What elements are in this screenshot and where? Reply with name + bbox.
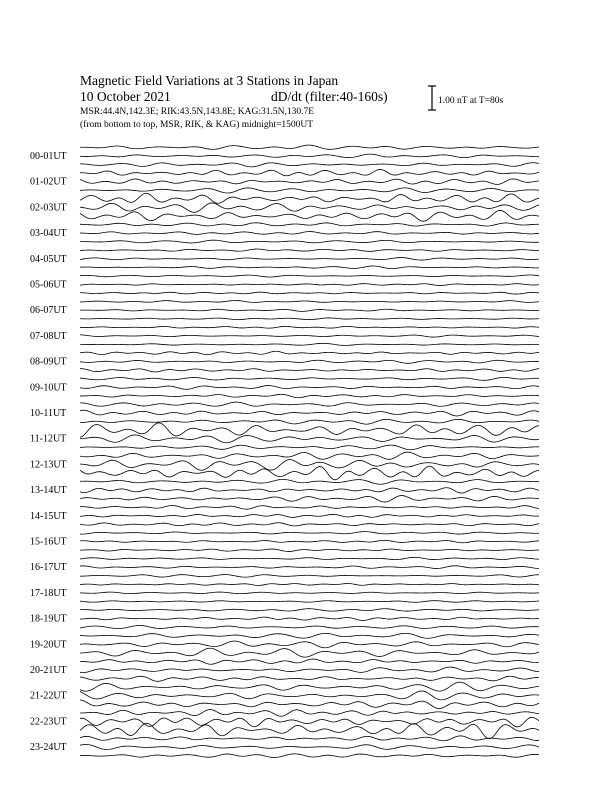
scale-bar-label: 1.00 nT at T=80s xyxy=(438,96,504,106)
trace-rik xyxy=(80,435,539,443)
trace-rik xyxy=(80,386,539,390)
trace-msr xyxy=(80,266,539,269)
hour-label: 23-24UT xyxy=(30,742,67,754)
trace-kag xyxy=(80,532,539,535)
trace-msr xyxy=(80,549,539,551)
trace-rik xyxy=(80,744,539,749)
trace-kag xyxy=(80,249,539,251)
hour-label: 17-18UT xyxy=(30,587,67,599)
station-order-note: (from bottom to top, MSR, RIK, & KAG) midnight=1500UT xyxy=(80,120,314,130)
hour-label: 19-20UT xyxy=(30,639,67,651)
chart-quantity: dD/dt (filter:40-160s) xyxy=(271,89,388,104)
hour-label: 11-12UT xyxy=(30,433,67,445)
hour-labels xyxy=(30,151,67,753)
trace-kag xyxy=(80,377,539,380)
hour-label: 02-03UT xyxy=(30,202,67,214)
trace-rik xyxy=(80,179,539,184)
trace-kag xyxy=(80,584,539,586)
hour-label: 09-10UT xyxy=(30,382,67,394)
trace-rik xyxy=(80,284,539,286)
hour-label: 12-13UT xyxy=(30,459,67,471)
trace-kag xyxy=(80,633,539,638)
hour-label: 15-16UT xyxy=(30,536,67,548)
trace-kag xyxy=(80,193,539,203)
trace-msr xyxy=(80,188,539,193)
trace-kag xyxy=(80,402,539,406)
trace-msr xyxy=(80,523,539,526)
trace-kag xyxy=(80,275,539,277)
trace-msr xyxy=(80,318,539,320)
hour-label: 03-04UT xyxy=(30,228,67,240)
hour-label: 01-02UT xyxy=(30,176,67,188)
hour-label: 13-14UT xyxy=(30,485,67,497)
trace-rik xyxy=(80,641,539,648)
hour-label: 00-01UT xyxy=(30,151,67,162)
trace-kag xyxy=(80,326,539,328)
trace-msr xyxy=(80,496,539,503)
hour-label: 21-22UT xyxy=(30,690,67,702)
trace-msr xyxy=(80,648,539,657)
trace-kag xyxy=(80,145,539,149)
scale-bar xyxy=(428,86,436,110)
hour-label: 14-15UT xyxy=(30,510,67,522)
trace-msr xyxy=(80,163,539,167)
hour-label: 16-17UT xyxy=(30,562,67,574)
trace-rik xyxy=(80,360,539,363)
trace-msr xyxy=(80,419,539,424)
trace-msr xyxy=(80,240,539,243)
trace-kag xyxy=(80,301,539,303)
hour-label: 07-08UT xyxy=(30,330,67,342)
hour-label: 20-21UT xyxy=(30,665,67,676)
trace-rik xyxy=(80,691,539,700)
traces xyxy=(80,145,539,757)
trace-rik xyxy=(80,617,539,620)
trace-kag xyxy=(80,736,539,741)
trace-kag xyxy=(80,423,539,438)
trace-msr xyxy=(80,343,539,345)
trace-kag xyxy=(80,351,539,354)
trace-kag xyxy=(80,557,539,559)
trace-rik xyxy=(80,154,539,157)
trace-kag xyxy=(80,223,539,226)
trace-msr xyxy=(80,394,539,397)
trace-msr xyxy=(80,210,539,221)
trace-kag xyxy=(80,609,539,611)
trace-msr xyxy=(80,445,539,450)
trace-rik xyxy=(80,410,539,416)
trace-rik xyxy=(80,309,539,311)
trace-msr xyxy=(80,723,539,738)
station-coordinates: MSR:44.4N,142.3E; RIK:43.5N,143.8E; KAG:31.5N,130.7E xyxy=(80,107,315,117)
chart-title: Magnetic Field Variations at 3 Stations in Japan xyxy=(80,73,339,88)
trace-msr xyxy=(80,601,539,603)
trace-msr xyxy=(80,700,539,709)
trace-rik xyxy=(80,514,539,517)
trace-kag xyxy=(80,710,539,717)
trace-msr xyxy=(80,676,539,681)
trace-rik xyxy=(80,203,539,212)
trace-rik xyxy=(80,460,539,471)
hour-label: 05-06UT xyxy=(30,279,67,291)
chart-date: 10 October 2021 xyxy=(80,89,171,104)
hour-label: 22-23UT xyxy=(30,716,67,728)
trace-msr xyxy=(80,575,539,578)
trace-msr xyxy=(80,369,539,372)
trace-kag xyxy=(80,479,539,484)
trace-kag xyxy=(80,169,539,175)
trace-kag xyxy=(80,506,539,510)
trace-rik xyxy=(80,540,539,542)
hour-label: 08-09UT xyxy=(30,356,67,368)
trace-msr xyxy=(80,466,539,480)
trace-rik xyxy=(80,488,539,493)
trace-rik xyxy=(80,258,539,261)
hour-label: 04-05UT xyxy=(30,253,67,265)
trace-msr xyxy=(80,292,539,294)
trace-kag xyxy=(80,682,539,691)
trace-rik xyxy=(80,592,539,594)
hour-label: 06-07UT xyxy=(30,305,67,317)
trace-rik xyxy=(80,566,539,569)
trace-kag xyxy=(80,452,539,459)
trace-rik xyxy=(80,667,539,672)
hour-label: 18-19UT xyxy=(30,613,67,625)
trace-kag xyxy=(80,659,539,664)
trace-rik xyxy=(80,335,539,337)
trace-rik xyxy=(80,232,539,235)
trace-msr xyxy=(80,754,539,758)
hour-label: 10-11UT xyxy=(30,408,67,419)
trace-msr xyxy=(80,625,539,628)
